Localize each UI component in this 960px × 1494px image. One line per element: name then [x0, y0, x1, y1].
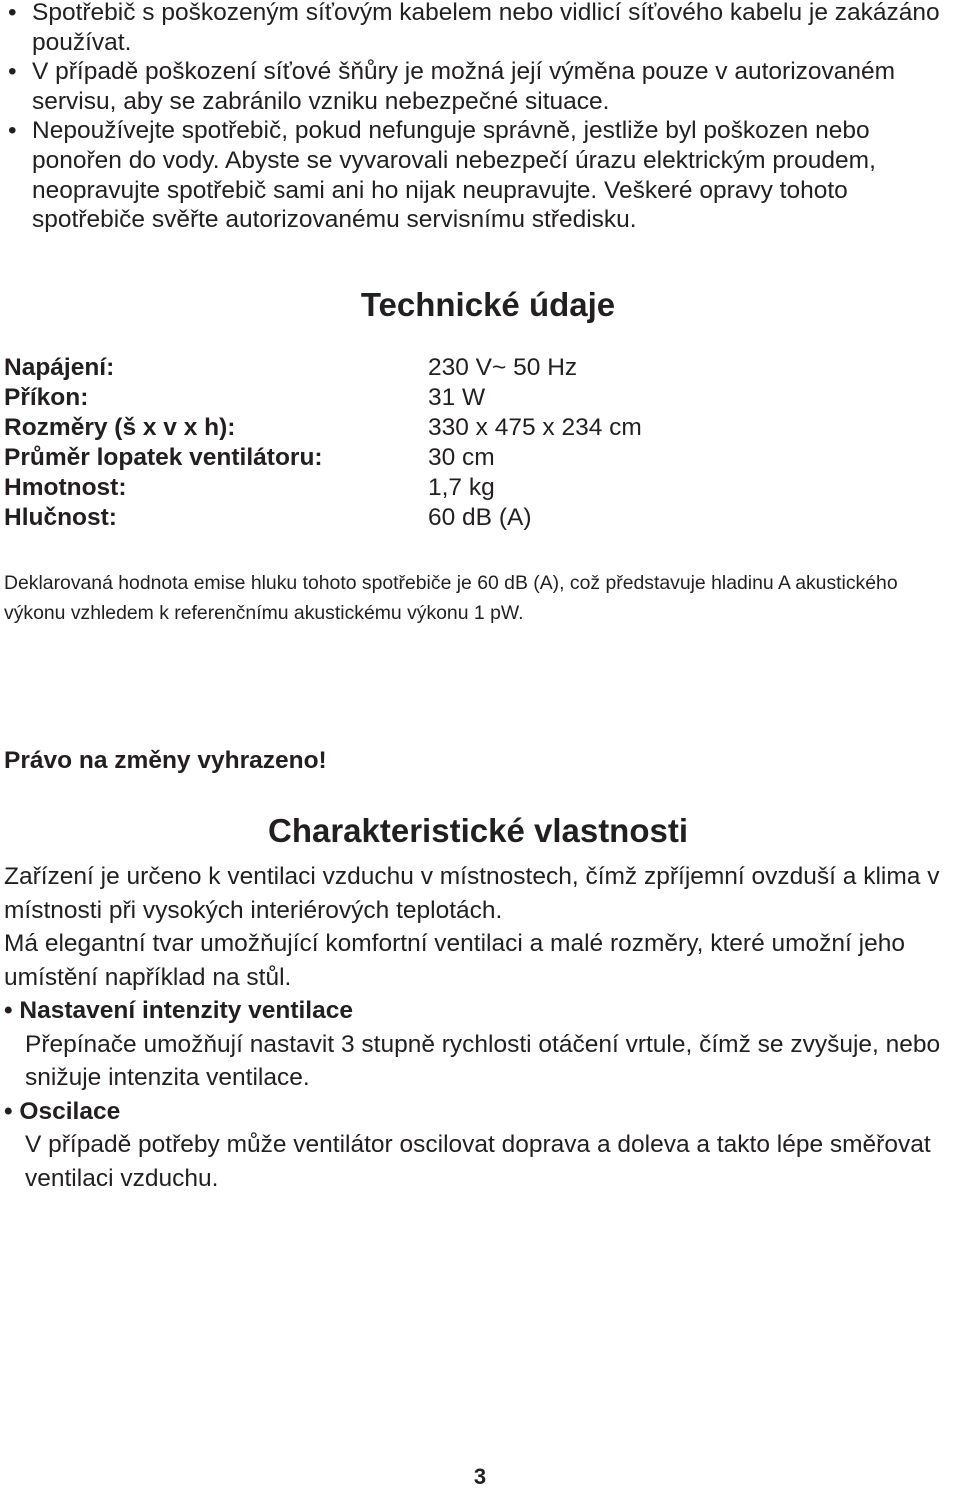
spec-label: Příkon: — [4, 384, 89, 411]
spec-row — [4, 443, 704, 473]
safety-list — [6, 0, 956, 235]
spec-row — [4, 503, 704, 533]
spec-row — [4, 383, 704, 413]
technical-title: Technické údaje — [360, 286, 616, 323]
intro-paragraph: Má elegantní tvar umožňující komfortní ventilaci a malé rozměry, které umožní jeho umístění například na stůl. — [4, 930, 905, 991]
characteristics-title: Charakteristické vlastnosti — [267, 812, 689, 849]
spec-row — [4, 353, 704, 383]
bullet-icon: • — [8, 117, 17, 145]
safety-item — [6, 116, 956, 234]
bullet-icon: • — [8, 58, 17, 86]
spec-row — [4, 413, 704, 443]
characteristics-body — [4, 860, 960, 1195]
safety-item — [6, 57, 956, 116]
spec-value: 30 cm — [428, 444, 495, 471]
spec-table — [4, 353, 704, 533]
bullet-icon: • — [4, 997, 13, 1024]
feature-title-text: Oscilace — [19, 1097, 121, 1125]
bullet-icon: • — [4, 1097, 13, 1125]
safety-text: Spotřebič s poškozeným síťovým kabelem nebo vidlicí síťového kabelu je zakázáno používat. — [32, 0, 940, 56]
feature-text: V případě potřeby může ventilátor oscilovat doprava a doleva a takto lépe směřovat ventilaci vzduchu. — [25, 1131, 931, 1192]
spec-value: 1,7 kg — [428, 474, 495, 501]
bullet-icon: • — [8, 0, 17, 26]
spec-value: 330 x 475 x 234 cm — [428, 414, 642, 441]
intro-paragraph: Zařízení je určeno k ventilaci vzduchu v místnostech, čímž zpříjemní ovzduší a klima v místnosti při vysokých interiérových teplotách. — [4, 863, 940, 924]
rights-reserved: Právo na změny vyhrazeno! — [4, 747, 327, 774]
safety-item — [6, 0, 956, 57]
spec-label: Hmotnost: — [4, 474, 127, 501]
spec-value: 31 W — [428, 384, 486, 411]
spec-label: Rozměry (š x v x h): — [4, 414, 236, 441]
spec-label: Hlučnost: — [4, 504, 117, 531]
page-number: 3 — [473, 1464, 487, 1489]
feature-title — [4, 1095, 960, 1129]
safety-text: V případě poškození síťové šňůry je možná její výměna pouze v autorizovaném servisu, aby se zabránilo vzniku nebezpečné situace. — [32, 58, 896, 115]
spec-value: 230 V~ 50 Hz — [428, 354, 578, 381]
feature-title-text: Nastavení intenzity ventilace — [19, 997, 353, 1024]
spec-value: 60 dB (A) — [428, 504, 532, 531]
spec-row — [4, 473, 704, 503]
safety-text: Nepoužívejte spotřebič, pokud nefunguje správně, jestliže byl poškozen nebo ponořen do vody. Abyste se vyvarovali nebezpečí úrazu elektrickým proudem, neopravujte spotřebič sami ani ho nijak neupravujte. Veškeré opravy tohoto spotřebiče svěřte autorizovanému servisnímu středisku. — [32, 117, 876, 234]
spec-label: Průměr lopatek ventilátoru: — [4, 444, 323, 471]
feature-title — [4, 994, 960, 1028]
noise-note: Deklarovaná hodnota emise hluku tohoto spotřebiče je 60 dB (A), což představuje hladinu A akustického výkonu vzhledem k referenčnímu akustickému výkonu 1 pW. — [4, 572, 898, 624]
feature-text: Přepínače umožňují nastavit 3 stupně rychlosti otáčení vrtule, čímž se zvyšuje, nebo snižuje intenzita ventilace. — [25, 1030, 941, 1091]
spec-label: Napájení: — [4, 354, 115, 381]
